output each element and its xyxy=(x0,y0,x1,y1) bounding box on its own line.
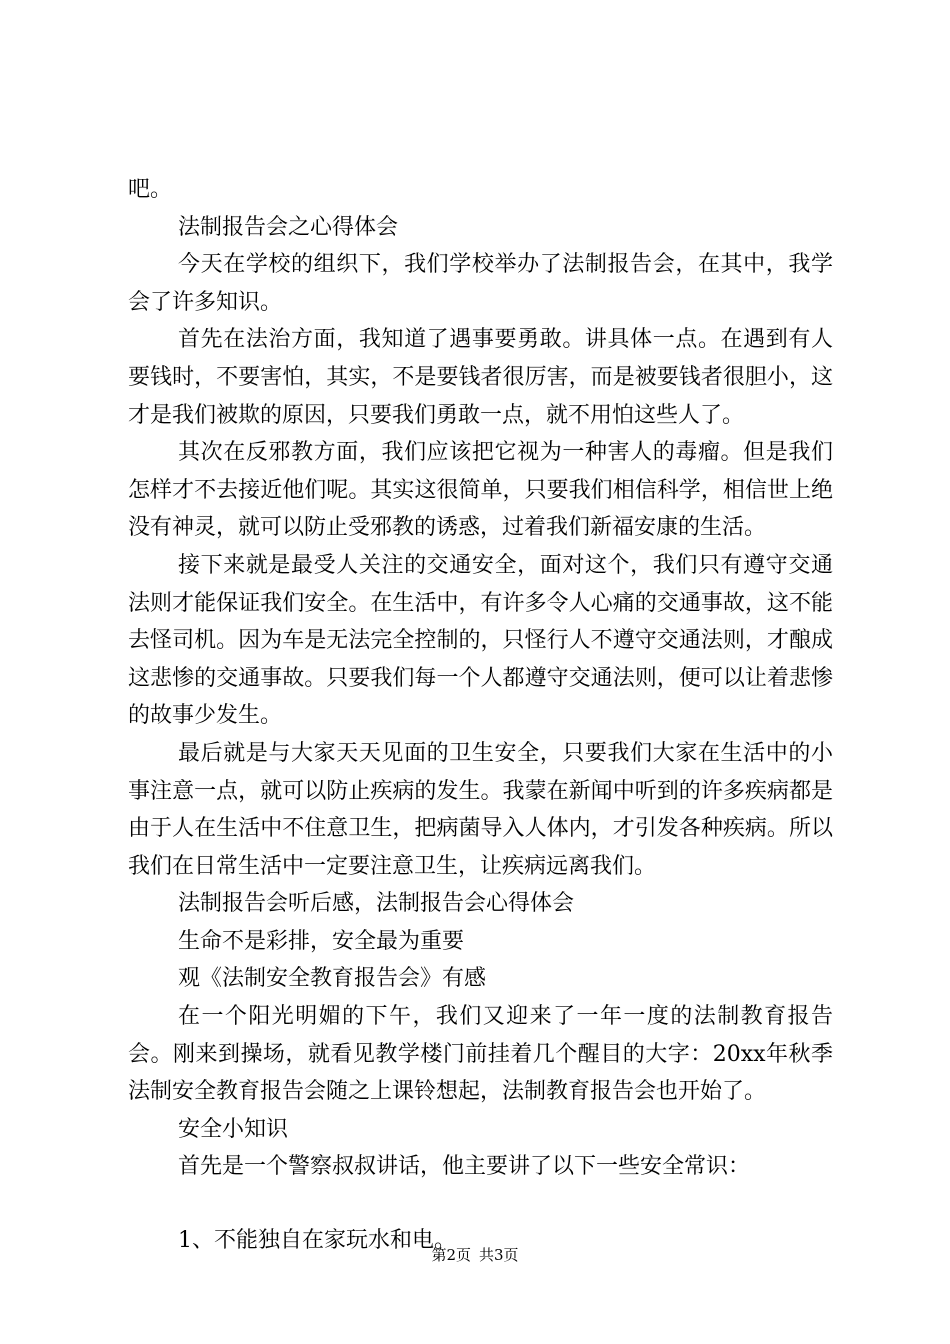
paragraph-police-speech: 首先是一个警察叔叔讲话，他主要讲了以下一些安全常识： xyxy=(178,1154,751,1180)
document-body xyxy=(128,171,833,1260)
section-heading-report-reflection: 法制报告会之心得体会 xyxy=(178,214,399,240)
page-number: 第2页 xyxy=(431,1246,471,1264)
section-heading-report-thoughts: 法制报告会听后感，法制报告会心得体会 xyxy=(178,891,575,917)
list-item-safety-tip-1: 1、不能独自在家玩水和电。 xyxy=(178,1228,456,1254)
section-heading-life-not-rehearsal: 生命不是彩排，安全最为重要 xyxy=(178,928,465,954)
paragraph-continuation: 吧。 xyxy=(128,177,173,202)
paragraph-traffic-safety: 接下来就是最受人关注的交通安全，面对这个，我们只有遵守交通法则才能保证我们安全。在生活中，有许多令人心痛的交通事故，这不能去怪司机。因为车是无法完全控制的，只怪行人不遵守交通法则，才酿成这悲惨的交通事故。只要我们每一个人都遵守交通法则，便可以让着悲惨的故事少发生。 xyxy=(128,552,833,729)
paragraph-anti-cult: 其次在反邪教方面，我们应该把它视为一种害人的毒瘤。但是我们怎样才不去接近他们呢。其实这很简单，只要我们相信科学，相信世上绝没有神灵，就可以防止受邪教的诱惑，过着我们新福安康的生活。 xyxy=(128,440,833,541)
paragraph-afternoon-report: 在一个阳光明媚的下午，我们又迎来了一年一度的法制教育报告会。刚来到操场，就看见教学楼门前挂着几个醒目的大字：20xx年秋季法制安全教育报告会随之上课铃想起，法制教育报告会也开始了。 xyxy=(128,1004,833,1105)
page-total: 共3页 xyxy=(479,1246,519,1264)
page-footer xyxy=(0,1246,950,1264)
paragraph-law-courage: 首先在法治方面，我知道了遇事要勇敢。讲具体一点。在遇到有人要钱时，不要害怕，其实，不是要钱者很厉害，而是被要钱者很胆小，这才是我们被欺的原因，只要我们勇敢一点，就不用怕这些人了。 xyxy=(128,327,833,428)
section-heading-safety-tips: 安全小知识 xyxy=(178,1116,289,1142)
paragraph-hygiene-safety: 最后就是与大家天天见面的卫生安全，只要我们大家在生活中的小事注意一点，就可以防止疾病的发生。我蒙在新闻中听到的许多疾病都是由于人在生活中不住意卫生，把病菌导入人体内，才引发各种疾病。所以我们在日常生活中一定要注意卫生，让疾病远离我们。 xyxy=(128,740,833,879)
section-heading-watching-report: 观《法制安全教育报告会》有感 xyxy=(178,966,487,992)
paragraph-intro: 今天在学校的组织下，我们学校举办了法制报告会，在其中，我学会了许多知识。 xyxy=(128,252,833,315)
